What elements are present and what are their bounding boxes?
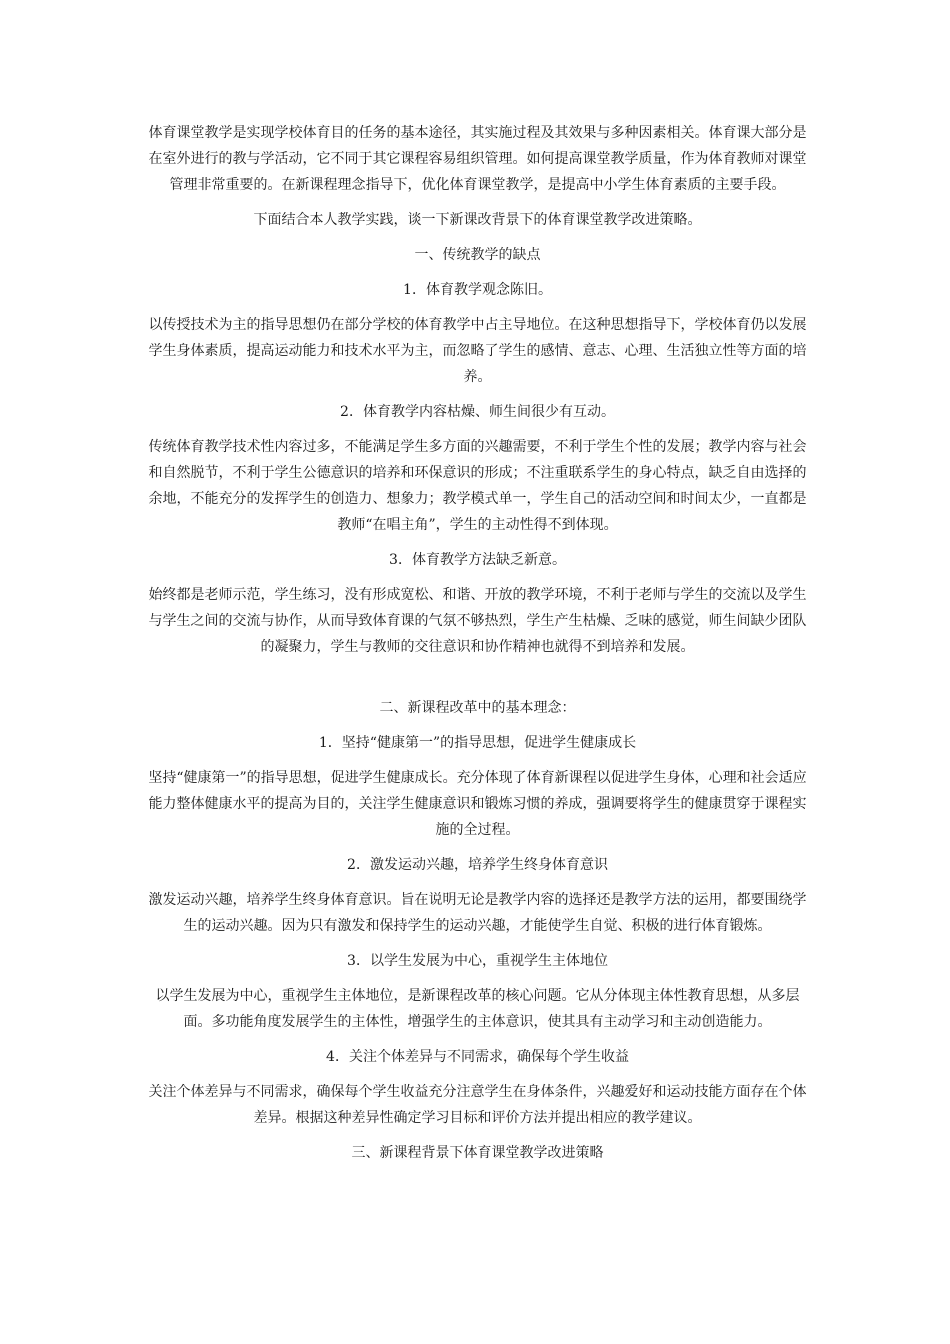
subheading-2-2: 2．激发运动兴趣，培养学生终身体育意识 — [347, 857, 608, 873]
subheading-1-3: 3．体育教学方法缺乏新意。 — [389, 552, 566, 568]
subheading-1-1: 1．体育教学观念陈旧。 — [403, 282, 552, 298]
intro-transition: 下面结合本人教学实践，谈一下新课改背景下的体育课堂教学改进策略。 — [253, 212, 702, 228]
section-heading-3: 三、新课程背景下体育课堂教学改进策略 — [351, 1145, 604, 1161]
subheading-2-4: 4．关注个体差异与不同需求，确保每个学生收益 — [326, 1049, 629, 1065]
section-heading-1: 一、传统教学的缺点 — [414, 247, 541, 263]
section-heading-2: 二、新课程改革中的基本理念： — [379, 700, 576, 716]
subheading-2-1: 1．坚持“健康第一”的指导思想，促进学生健康成长 — [318, 735, 637, 751]
document-body — [145, 120, 810, 1166]
paragraph-2-4: 关注个体差异与不同需求，确保每个学生收益充分注意学生在身体条件，兴趣爱好和运动技能方面存在个体差异。根据这种差异性确定学习目标和评价方法并提出相应的教学建议。 — [148, 1084, 807, 1126]
subheading-1-2: 2．体育教学内容枯燥、师生间很少有互动。 — [340, 404, 615, 420]
paragraph-1-1: 以传授技术为主的指导思想仍在部分学校的体育教学中占主导地位。在这种思想指导下，学校体育仍以发展学生身体素质，提高运动能力和技术水平为主，而忽略了学生的感情、意志、心理、生活独立性等方面的培养。 — [148, 317, 807, 385]
paragraph-2-2: 激发运动兴趣，培养学生终身体育意识。旨在说明无论是教学内容的选择还是教学方法的运用，都要围绕学生的运动兴趣。因为只有激发和保持学生的运动兴趣，才能使学生自觉、积极的进行体育锻炼。 — [148, 892, 807, 934]
subheading-2-3: 3．以学生发展为中心，重视学生主体地位 — [347, 953, 608, 969]
paragraph-1-3: 始终都是老师示范，学生练习，没有形成宽松、和谐、开放的教学环境，不利于老师与学生的交流以及学生与学生之间的交流与协作，从而导致体育课的气氛不够热烈，学生产生枯燥、乏味的感觉，师生间缺少团队的凝聚力，学生与教师的交往意识和协作精神也就得不到培养和发展。 — [148, 587, 807, 655]
paragraph-1-2: 传统体育教学技术性内容过多，不能满足学生多方面的兴趣需要，不利于学生个性的发展；教学内容与社会和自然脱节，不利于学生公德意识的培养和环保意识的形成；不注重联系学生的身心特点，缺乏自由选择的余地，不能充分的发挥学生的创造力、想象力；教学模式单一，学生自己的活动空间和时间太少，一直都是教师“在唱主角”，学生的主动性得不到体现。 — [148, 439, 807, 533]
paragraph-2-3: 以学生发展为中心，重视学生主体地位，是新课程改革的核心问题。它从分体现主体性教育思想，从多层面。多功能角度发展学生的主体性，增强学生的主体意识，使其具有主动学习和主动创造能力。 — [155, 988, 800, 1030]
paragraph-2-1: 坚持“健康第一”的指导思想，促进学生健康成长。充分体现了体育新课程以促进学生身体，心理和社会适应能力整体健康水平的提高为目的，关注学生健康意识和锻炼习惯的养成，强调要将学生的健康贯穿于课程实施的全过程。 — [148, 770, 807, 838]
intro-paragraph: 体育课堂教学是实现学校体育目的任务的基本途径，其实施过程及其效果与多种因素相关。体育课大部分是在室外进行的教与学活动，它不同于其它课程容易组织管理。如何提高课堂教学质量，作为体育教师对课堂管理非常重要的。在新课程理念指导下，优化体育课堂教学，是提高中小学生体育素质的主要手段。 — [148, 125, 807, 193]
